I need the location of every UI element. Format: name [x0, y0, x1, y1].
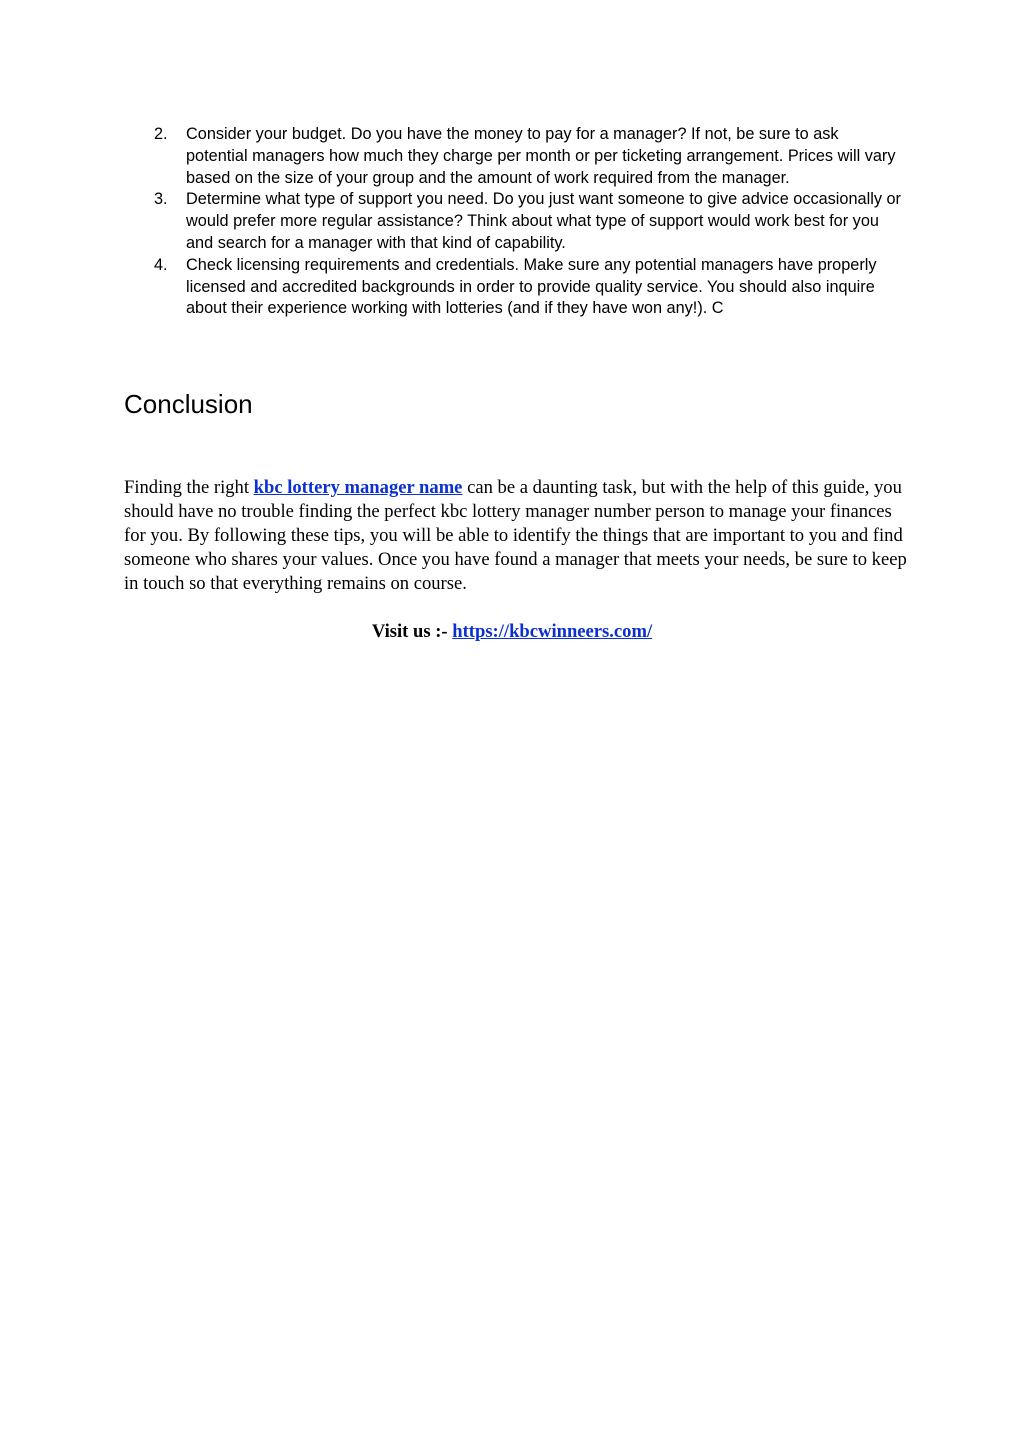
visit-us-line [124, 620, 900, 644]
list-item [124, 255, 904, 320]
tips-list [124, 124, 904, 320]
visit-us-label: Visit us :- [371, 621, 453, 642]
list-item [124, 124, 904, 189]
conclusion-paragraph [124, 476, 914, 596]
list-item-number: 4. [154, 255, 168, 274]
list-item [124, 189, 904, 254]
list-item-text: Check licensing requirements and credentials. Make sure any potential managers have properly licensed and accredited backgrounds in order to provide quality service. You should also inquire about their experience working with lotteries (and if they have won any!). C [186, 255, 877, 318]
kbc-lottery-manager-link[interactable]: kbc lottery manager name [253, 477, 463, 498]
list-item-text: Determine what type of support you need. Do you just want someone to give advice occasionally or would prefer more regular assistance? Think about what type of support would work best for you and search for a manager with that kind of capability. [186, 190, 901, 252]
list-item-number: 3. [154, 190, 168, 209]
conclusion-heading: Conclusion [124, 389, 253, 419]
website-link[interactable]: https://kbcwinneers.com/ [452, 621, 653, 642]
list-item-number: 2. [154, 125, 168, 143]
conclusion-text-before: Finding the right [124, 477, 254, 498]
list-item-text: Consider your budget. Do you have the money to pay for a manager? If not, be sure to ask potential managers how much they charge per month or per ticketing arrangement. Prices will vary based on the size of your group and the amount of work required from the manager. [186, 125, 896, 187]
conclusion-text-after: can be a daunting task, but with the help of this guide, you should have no trouble finding the perfect kbc lottery manager number person to manage your finances for you. By following these tips, you will be able to identify the things that are important to you and find someone who shares your values. Once you have found a manager that meets your needs, be sure to keep in touch so that everything remains on course. [124, 477, 907, 594]
